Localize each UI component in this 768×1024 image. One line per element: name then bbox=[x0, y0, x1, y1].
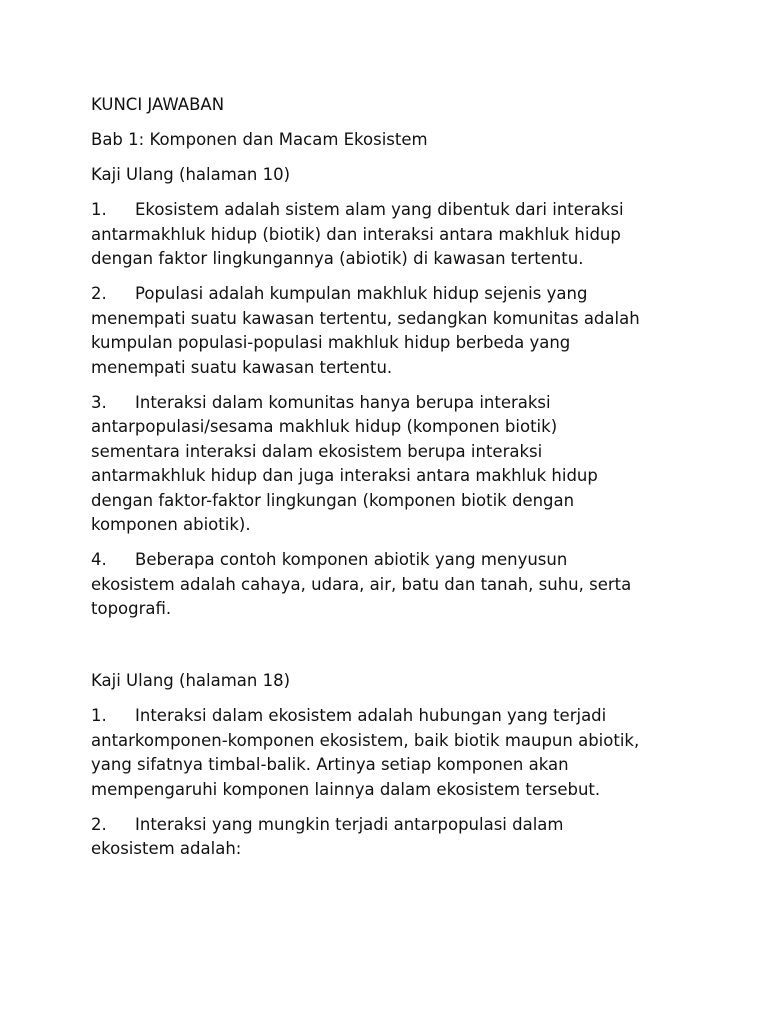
item-line: Populasi adalah kumpulan makhluk hidup sejenis yang bbox=[135, 284, 588, 303]
item-number: 1. bbox=[91, 706, 107, 725]
section-title-2: Kaji Ulang (halaman 18) bbox=[91, 671, 291, 690]
item-number: 2. bbox=[91, 814, 107, 834]
answer-item bbox=[91, 548, 691, 622]
item-line: antarpopulasi/sesama makhluk hidup (komponen biotik) bbox=[91, 417, 558, 436]
item-line: antarmakhluk hidup dan juga interaksi antara makhluk hidup bbox=[91, 466, 598, 485]
item-number: 1. bbox=[91, 200, 107, 219]
item-line: Interaksi yang mungkin terjadi antarpopulasi dalam bbox=[135, 814, 564, 834]
answer-item bbox=[91, 391, 691, 538]
item-line: dengan faktor lingkungannya (abiotik) di kawasan tertentu. bbox=[91, 249, 584, 268]
section-spacer bbox=[91, 632, 691, 669]
document-heading: KUNCI JAWABAN bbox=[91, 95, 225, 114]
item-number: 3. bbox=[91, 392, 107, 412]
item-line: mempengaruhi komponen lainnya dalam ekosistem tersebut. bbox=[91, 779, 601, 799]
item-line: sementara interaksi dalam ekosistem berupa interaksi bbox=[91, 441, 543, 461]
item-line: antarkomponen-komponen ekosistem, baik biotik maupun abiotik, bbox=[91, 730, 640, 750]
chapter-title: Bab 1: Komponen dan Macam Ekosistem bbox=[91, 130, 428, 149]
item-line: antarmakhluk hidup (biotik) dan interaksi antara makhluk hidup bbox=[91, 224, 621, 244]
item-line: kumpulan populasi-populasi makhluk hidup berbeda yang bbox=[91, 333, 571, 352]
item-line: menempati suatu kawasan tertentu. bbox=[91, 357, 393, 377]
item-line: komponen abiotik). bbox=[91, 515, 251, 534]
item-line: menempati suatu kawasan tertentu, sedangkan komunitas adalah bbox=[91, 308, 640, 328]
item-line: ekosistem adalah: bbox=[91, 839, 242, 858]
item-number: 2. bbox=[91, 284, 107, 303]
item-line: dengan faktor-faktor lingkungan (komponen biotik dengan bbox=[91, 490, 575, 510]
item-line: ekosistem adalah cahaya, udara, air, batu dan tanah, suhu, serta bbox=[91, 574, 632, 594]
item-line: topografi. bbox=[91, 599, 172, 618]
item-line: yang sifatnya timbal-balik. Artinya setiap komponen akan bbox=[91, 755, 569, 774]
document-page bbox=[91, 93, 691, 872]
answer-item bbox=[91, 282, 691, 380]
answer-item bbox=[91, 813, 691, 862]
answer-item bbox=[91, 198, 691, 272]
item-line: Interaksi dalam komunitas hanya berupa interaksi bbox=[135, 392, 551, 412]
section-title-1: Kaji Ulang (halaman 10) bbox=[91, 165, 291, 184]
item-line: Beberapa contoh komponen abiotik yang menyusun bbox=[135, 550, 568, 569]
item-number: 4. bbox=[91, 550, 107, 569]
answer-item bbox=[91, 704, 691, 802]
item-line: Interaksi dalam ekosistem adalah hubungan yang terjadi bbox=[135, 706, 607, 725]
item-line: Ekosistem adalah sistem alam yang dibentuk dari interaksi bbox=[135, 200, 624, 219]
